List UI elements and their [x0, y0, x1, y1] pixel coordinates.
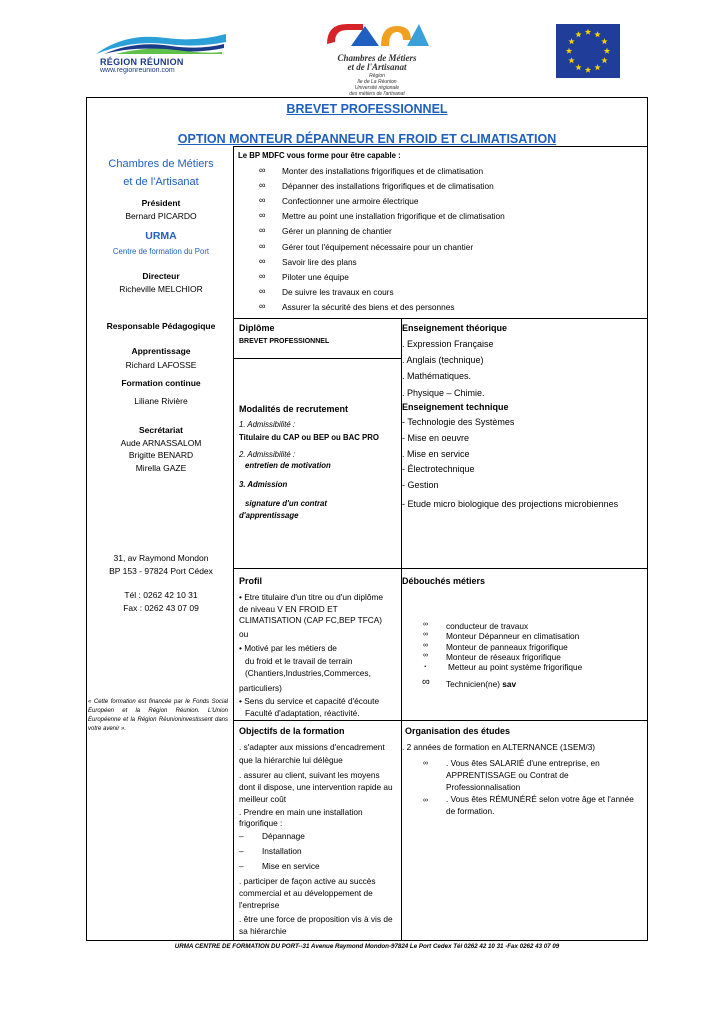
admissibilite-1-value: Titulaire du CAP ou BEP ou BAC PRO — [239, 433, 379, 442]
enseignement-technique-item: - Mise en oeuvre — [402, 433, 470, 443]
capable-item: Piloter une équipe — [282, 271, 349, 282]
divider — [233, 358, 401, 359]
eu-flag — [556, 24, 620, 78]
enseignement-technique-label: Enseignement technique — [402, 402, 509, 412]
profil-line: ou — [239, 629, 249, 639]
admission-value: signature d'un contrat — [245, 499, 327, 508]
page-title: BREVET PROFESSIONNEL — [286, 102, 448, 116]
debouche-bullet: ∞ — [423, 641, 428, 649]
region-reunion-logo — [96, 30, 226, 75]
secretariat-name: Brigitte BENARD — [128, 450, 194, 460]
page-subtitle: OPTION MONTEUR DÉPANNEUR EN FROID ET CLIMATISATION — [177, 132, 557, 146]
director-label: Directeur — [142, 271, 180, 281]
profil-line: • Motivé par les métiers de — [239, 643, 337, 653]
president-label: Président — [141, 198, 181, 208]
capable-bullet: ∞ — [259, 180, 266, 191]
capable-item: Confectionner une armoire électrique — [282, 196, 419, 207]
address-line1: 31, av Raymond Mondon — [113, 553, 209, 563]
eu-stars-icon — [556, 24, 620, 78]
debouche-technicien — [446, 679, 516, 689]
capable-item: Mettre au point une installation frigorifique et de climatisation — [282, 211, 505, 222]
admissibilite-1: 1. Admissibilité : — [239, 420, 296, 429]
objectif-dash: – — [239, 861, 244, 871]
reunion-name: RÉGION RÉUNION — [100, 57, 184, 67]
debouche-item: Monteur de réseaux frigorifique — [446, 651, 561, 662]
capable-bullet: ∞ — [259, 210, 266, 221]
profil-line: de niveau V EN FROID ET — [239, 604, 338, 614]
eu-star-icon — [604, 48, 610, 54]
eu-star-icon — [568, 57, 574, 63]
urma-line1: Chambres de Métiers — [337, 53, 417, 63]
capable-item: Gérer tout l'équipement nécessaire pour un chantier — [282, 241, 474, 252]
urma-line4: Ile de La Réunion — [357, 79, 397, 85]
org-name-line2: et de l'Artisanat — [123, 176, 199, 188]
objectif-subitem: Mise en service — [262, 861, 320, 871]
debouches-label: Débouchés métiers — [402, 576, 486, 586]
secretariat-name: Aude ARNASSALOM — [120, 438, 202, 448]
secretariat-label: Secrétariat — [139, 425, 183, 435]
objectif-line: . Prendre en main une installation — [239, 807, 363, 817]
phone-number: Tél : 0262 42 10 31 — [124, 590, 198, 600]
eu-star-icon — [566, 48, 572, 54]
apprentissage-label: Apprentissage — [131, 346, 191, 356]
centre-label: Centre de formation du Port — [112, 247, 210, 256]
enseignement-theorique-item: . Mathématiques. — [402, 371, 472, 382]
organisation-bullet: ∞ — [423, 797, 428, 804]
urma-line2: et de l'Artisanat — [347, 62, 407, 72]
objectif-line: . être une force de proposition vis à vis de — [239, 914, 393, 924]
admission-value: d'apprentissage — [239, 511, 299, 520]
profil-line: • Sens du service et capacité d'écoute — [239, 696, 380, 706]
urma-line5: Université régionale — [354, 85, 400, 91]
organisation-salarie-3: Professionnalisation — [446, 782, 521, 792]
formation-continue-name: Liliane Rivière — [134, 396, 188, 406]
enseignement-technique-item: - Gestion — [402, 480, 439, 490]
reunion-waves-icon — [96, 30, 226, 56]
capable-bullet: ∞ — [259, 270, 266, 281]
apprentissage-name: Richard LAFOSSE — [125, 360, 197, 370]
address-line2: BP 153 - 97824 Port Cédex — [109, 566, 213, 576]
divider — [233, 146, 234, 941]
page-footer: URMA CENTRE DE FORMATION DU PORT--31 Avenue Raymond Mondon-97824 Le Port Cedex Tél 0262 42 10 31 -Fax 0262 43 07 09 — [174, 943, 560, 950]
urma-label: URMA — [145, 230, 177, 242]
funding-note: « Cette formation est financée par le Fonds Social Européen et la Région Réunion. L'Union Européenne et la Région Réunioninvestissent dans votre avenir ». — [88, 699, 228, 732]
admissibilite-2: 2. Admissibilité : — [239, 450, 296, 459]
enseignement-theorique-item: . Physique – Chimie. — [402, 387, 485, 398]
capable-item: Savoir lire des plans — [282, 256, 357, 267]
profil-line: (Chantiers,Industries,Commerces, — [245, 668, 371, 678]
enseignement-technique-item: - Technologie des Systèmes — [402, 417, 515, 427]
debouche-bullet: ∞ — [423, 621, 428, 628]
organisation-salarie-1: . Vous êtes SALARIÉ d'une entreprise, en — [446, 758, 600, 768]
objectif-line: . assurer au client, suivant les moyens — [239, 770, 380, 780]
eu-star-icon — [601, 57, 607, 63]
urma-small-text — [318, 73, 436, 97]
debouche-bullet: ∞ — [423, 651, 428, 659]
profil-line: CLIMATISATION (CAP FC,BEP TFCA) — [239, 615, 383, 625]
capable-item: De suivre les travaux en cours — [282, 286, 394, 297]
debouche-dot: . — [424, 659, 427, 670]
capable-item: Dépanner des installations frigorifiques et de climatisation — [282, 181, 494, 192]
resp-label: Responsable Pédagogique — [106, 321, 216, 331]
enseignement-technique-item: . Mise en service — [402, 449, 470, 459]
profil-line: du froid et le travail de terrain — [245, 656, 353, 666]
secretariat-name: Mirella GAZE — [135, 463, 187, 473]
eu-star-icon — [585, 29, 591, 35]
enseignement-theorique-item: . Anglais (technique) — [402, 355, 484, 366]
organisation-remunere-2: de formation. — [446, 806, 495, 816]
admissibilite-2-value: entretien de motivation — [245, 461, 331, 470]
eu-star-icon — [594, 31, 600, 37]
eu-star-icon — [575, 31, 581, 37]
urma-mark-icon — [323, 20, 431, 50]
capable-bullet: ∞ — [259, 225, 266, 236]
eu-star-icon — [575, 64, 581, 70]
debouche-item: Monteur de panneaux frigorifique — [446, 641, 568, 652]
objectif-line: que la hiérarchie lui délègue — [239, 755, 343, 765]
objectif-line: meilleur coût — [239, 794, 287, 804]
debouche-item: Metteur au point système frigorifique — [448, 662, 583, 673]
debouche-item: conducteur de travaux — [446, 621, 529, 631]
divider — [233, 720, 648, 721]
objectif-line: l'entreprise — [239, 900, 280, 910]
eu-star-icon — [585, 67, 591, 73]
objectifs-label: Objectifs de la formation — [239, 726, 345, 736]
fax-number: Fax : 0262 43 07 09 — [123, 603, 199, 613]
objectif-line: frigorifique : — [239, 818, 283, 828]
capable-bullet: ∞ — [259, 165, 266, 175]
objectif-dash: – — [239, 831, 244, 841]
president-name: Bernard PICARDO — [125, 211, 197, 221]
divider — [233, 318, 648, 319]
profil-line: Faculté d'adaptation, réactivité. — [245, 708, 360, 718]
objectif-line: dont il dispose, une intervention rapide au — [239, 782, 393, 792]
debouche-bullet: ∞ — [423, 631, 428, 639]
divider — [233, 146, 648, 147]
organisation-bullet: ∞ — [423, 760, 428, 767]
recrutement-label: Modalités de recrutement — [239, 404, 349, 414]
profil-label: Profil — [239, 576, 263, 586]
urma-line3: Région — [369, 73, 385, 79]
enseignement-theorique-label: Enseignement théorique — [402, 323, 508, 333]
capable-bullet: ∞ — [259, 240, 266, 251]
capable-item: Gérer un planning de chantier — [282, 226, 392, 237]
capable-bullet: ∞ — [259, 255, 266, 266]
infinity-bullet: ∞ — [422, 676, 430, 688]
capable-intro: Le BP MDFC vous forme pour être capable : — [238, 151, 401, 160]
diplome-value: BREVET PROFESSIONNEL — [239, 338, 330, 345]
debouche-item: Monteur Dépanneur en climatisation — [446, 631, 580, 642]
debouche-technicien-text: Technicien(ne) — [446, 679, 503, 689]
objectif-subitem: Dépannage — [262, 831, 305, 841]
capable-item: Assurer la sécurité des biens et des personnes — [282, 301, 455, 312]
reunion-url: www.regionreunion.com — [100, 67, 175, 74]
capable-bullet: ∞ — [259, 195, 266, 206]
debouche-technicien-sav: sav — [502, 679, 517, 689]
profil-line: • Etre titulaire d'un titre ou d'un diplôme — [239, 592, 383, 602]
objectif-line: sa hiérarchie — [239, 926, 287, 936]
objectif-line: . participer de façon active au succès — [239, 876, 376, 886]
eu-star-icon — [601, 38, 607, 44]
urma-line6: des métiers de l'artisanat — [349, 91, 405, 97]
objectif-dash: – — [239, 846, 244, 856]
organisation-line1: . 2 années de formation en ALTERNANCE (1SEM/3) — [402, 742, 596, 752]
director-name: Richeville MELCHIOR — [119, 284, 203, 294]
enseignement-theorique-item: . Expression Française — [402, 339, 494, 349]
organisation-salarie-2: APPRENTISSAGE ou Contrat de — [446, 770, 569, 780]
capable-bullet: ∞ — [259, 285, 266, 296]
enseignement-technique-item: - Etude micro biologique des projections microbiennes — [402, 499, 619, 509]
enseignement-technique-item: - Électrotechnique — [402, 464, 475, 474]
profil-line: particuliers) — [239, 683, 282, 693]
org-name-line1: Chambres de Métiers — [108, 158, 214, 170]
urma-logo — [318, 20, 436, 97]
eu-star-icon — [568, 38, 574, 44]
document-frame — [86, 97, 648, 941]
objectif-subitem: Installation — [262, 846, 302, 856]
organisation-remunere-1: . Vous êtes RÉMUNÉRÉ selon votre âge et l'année — [446, 794, 634, 804]
objectif-line: . s'adapter aux missions d'encadrement — [239, 742, 385, 752]
divider — [233, 568, 648, 569]
capable-item: Monter des installations frigorifiques et de climatisation — [282, 166, 484, 176]
formation-continue-label: Formation continue — [121, 378, 201, 388]
diplome-label: Diplôme — [239, 323, 275, 333]
capable-bullet: ∞ — [259, 300, 266, 311]
admission-label: 3. Admission — [239, 480, 288, 489]
eu-star-icon — [594, 64, 600, 70]
objectif-line: commercial et au développement de — [239, 888, 373, 898]
organisation-label: Organisation des études — [405, 726, 511, 736]
